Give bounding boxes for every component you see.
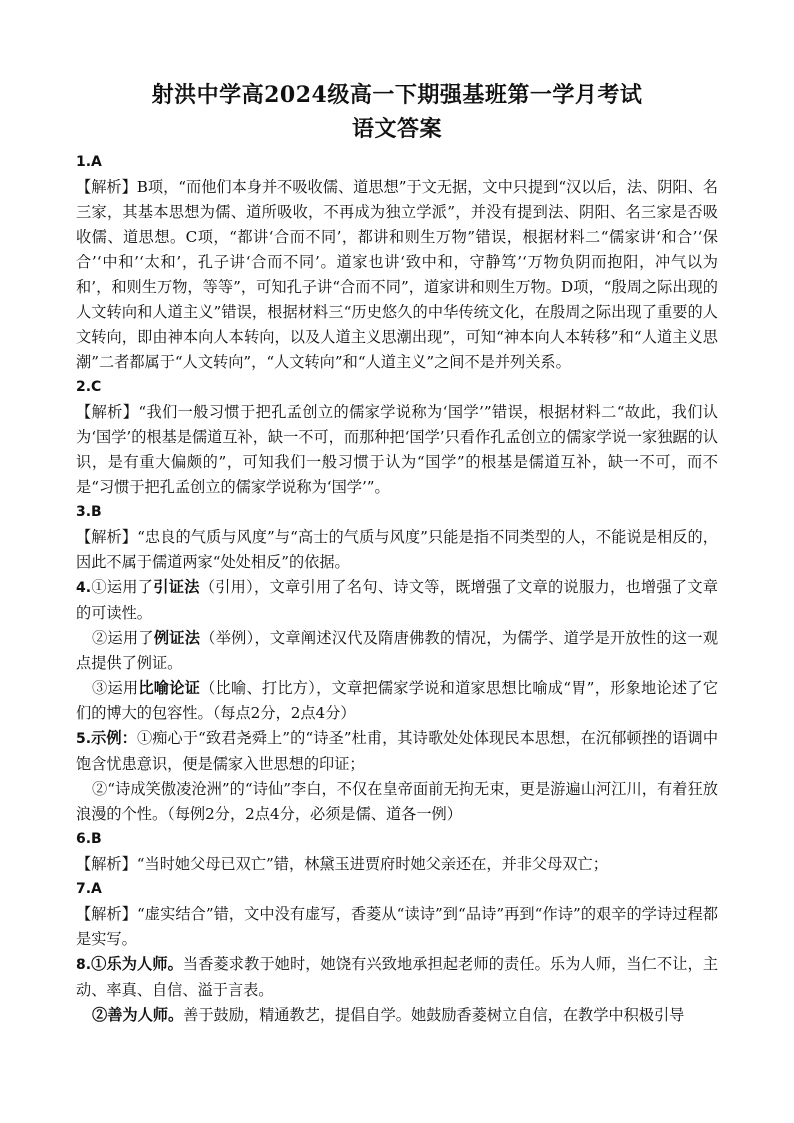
q5-number: 5.: [76, 731, 92, 747]
q4-point-1: 4.①运用了引证法（引用），文章引用了名句、诗文等，既增强了文章的说服力，也增强了文章的可读性。: [76, 578, 719, 622]
q8-point-1: 8.①乐为人师。当香菱求教于她时，她饶有兴致地承担起老师的责任。乐为人师，当仁不让，主动、率真、自信、溢于言表。: [76, 955, 719, 999]
q8-number: 8.: [76, 957, 92, 973]
q7-explanation: 【解析】“虚实结合”错，文中没有虚写，香菱从“读诗”到“品诗”再到“作诗”的艰辛的学诗过程都是实写。: [76, 905, 718, 948]
q4-point-3: ③运用比喻论证（比喻、打比方），文章把儒家学说和道家思想比喻成“胃”，形象地论述了它们的博大的包容性。（每点2分，2点4分）: [76, 679, 719, 722]
answer-sheet: [76, 78, 718, 1028]
answers-body: [76, 150, 718, 1028]
q5-point-1: 5.示例：①痴心于“致君尧舜上”的“诗圣”杜甫，其诗歌处处体现民本思想，在沉郁顿挫的语调中饱含忧患意识，便是儒家入世思想的印证；: [76, 729, 719, 773]
q6-answer: 6.B: [76, 831, 102, 847]
q4-point-2: ②运用了例证法（举例），文章阐述汉代及隋唐佛教的情况，为儒学、道学是开放性的这一观点提供了例证。: [76, 629, 719, 672]
q4-number: 4.: [76, 580, 92, 596]
page-subtitle: 语文答案: [351, 116, 442, 142]
q3-explanation: 【解析】“忠良的气质与风度”与“高士的气质与风度”只能是指不同类型的人，不能说是相反的，因此不属于儒道两家“处处相反”的依据。: [76, 528, 718, 571]
q6-explanation: 【解析】“当时她父母已双亡”错，林黛玉进贾府时她父亲还在，并非父母双亡；: [76, 855, 608, 873]
q1-answer: 1.A: [76, 154, 102, 170]
q2-answer: 2.C: [76, 379, 102, 395]
q8-point-2: ②善为人师。善于鼓励，精通教艺，提倡自学。她鼓励香菱树立自信，在教学中积极引导: [92, 1006, 685, 1024]
q2-explanation: 【解析】“我们一般习惯于把孔孟创立的儒家学说称为‘国学’”错误，根据材料二“故此，我们认为‘国学’的根基是儒道互补，缺一不可，而那种把‘国学’只看作孔孟创立的儒家学说一家独踞的认识，是有重大偏颇的”，可知我们一般习惯于认为“国学”的根基是儒道互补，缺一不可，而不是“习惯于把孔孟创立的儒家学说称为‘国学’”。: [76, 403, 718, 496]
q7-answer: 7.A: [76, 881, 102, 897]
page-title: 射洪中学高2024级高一下期强基班第一学月考试: [151, 82, 643, 108]
q3-answer: 3.B: [76, 504, 102, 520]
q1-explanation: 【解析】B项，“而他们本身并不吸收儒、道思想”于文无据，文中只提到“汉以后，法、阴阳、名三家，其基本思想为儒、道所吸收，不再成为独立学派”，并没有提到法、阴阳、名三家是否吸收儒、道思想。C项，“都讲‘合而不同’，都讲和则生万物”错误，根据材料二“儒家讲‘和合’‘保合’‘中和’‘太和’，孔子讲‘合而不同’。道家也讲‘致中和，守静笃’‘万物负阴而抱阳，冲气以为和’，和则生万物，等等”，可知孔子讲“合而不同”，道家讲和则生万物。D项，“殷周之际出现的人文转向和人道主义”错误，根据材料三“历史悠久的中华传统文化，在殷周之际出现了重要的人文转向，即由神本向人本转向，以及人道主义思潮出现”，可知“神本向人本转移”和“人道主义思潮”二者都属于“人文转向”，“人文转向”和“人道主义”之间不是并列关系。: [76, 178, 718, 371]
q5-point-2: ②“诗成笑傲凌沧洲”的“诗仙”李白，不仅在皇帝面前无拘无束，更是游遍山河江川，有着狂放浪漫的个性。（每例2分，2点4分，必须是儒、道各一例）: [76, 780, 718, 823]
